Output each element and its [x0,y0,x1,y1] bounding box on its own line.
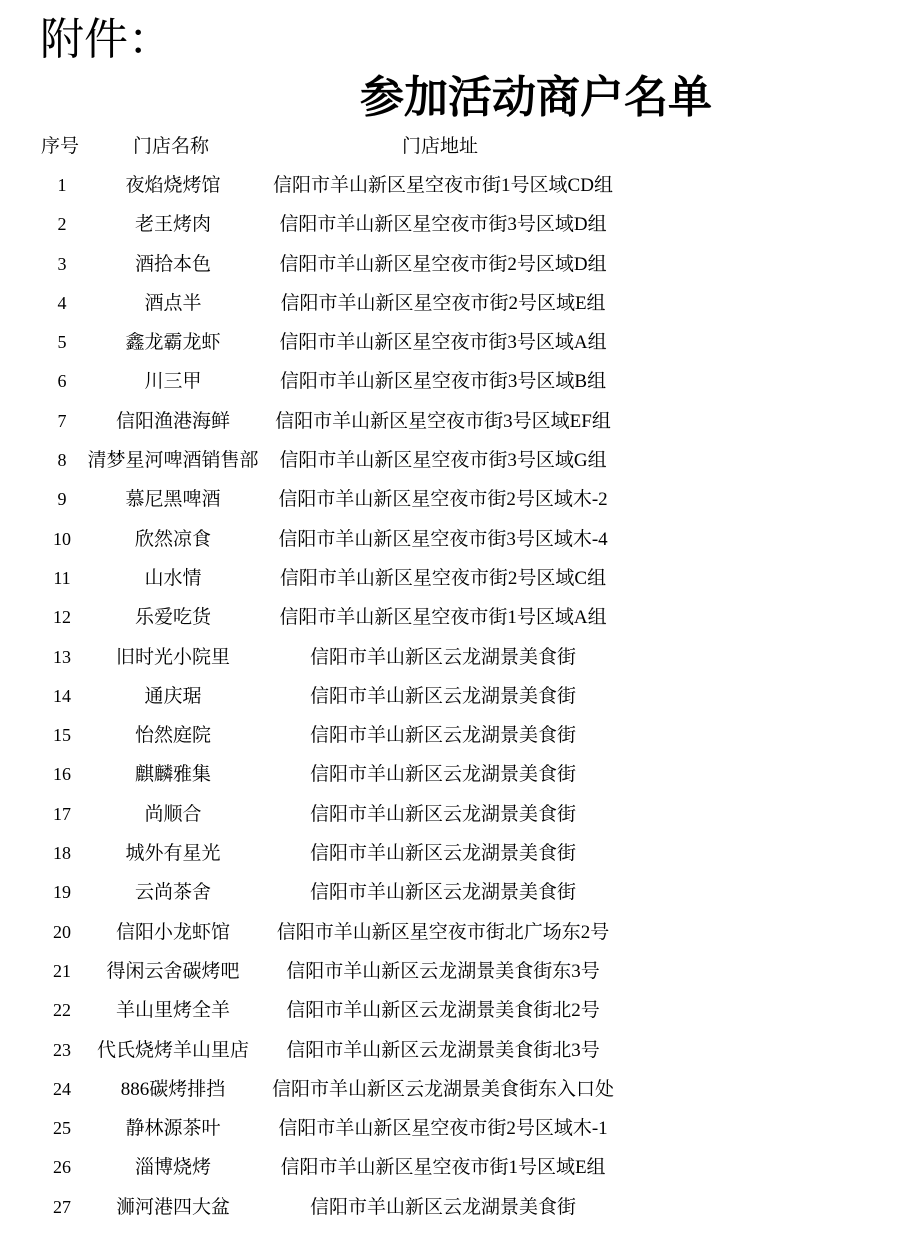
row-store-address: 信阳市羊山新区星空夜市街3号区域木-4 [278,528,608,550]
row-store-name: 得闲云舍碳烤吧 [106,960,240,982]
table-row [0,166,915,205]
row-store-address: 信阳市羊山新区星空夜市街3号区域A组 [279,332,607,354]
row-store-name: 羊山里烤全羊 [115,1000,230,1022]
table-row [0,1188,915,1227]
row-store-address: 信阳市羊山新区星空夜市街1号区域E组 [280,1157,606,1179]
row-store-address: 信阳市羊山新区星空夜市街北广场东2号 [276,921,610,943]
row-store-name: 山水情 [144,567,202,589]
row-store-name: 云尚茶舍 [134,882,211,904]
row-serial-number: 19 [53,882,71,903]
row-store-name: 乐爱吃货 [134,607,211,629]
table-row [0,441,915,480]
row-serial-number: 14 [53,685,71,706]
row-serial-number: 7 [57,410,67,431]
row-store-address: 信阳市羊山新区云龙湖景美食街 [309,685,576,707]
attachment-label: 附件： [40,14,172,65]
row-store-address: 信阳市羊山新区云龙湖景美食街 [309,725,576,747]
row-store-name: 通庆琚 [144,685,202,707]
row-store-name: 旧时光小院里 [115,646,230,668]
table-row [0,284,915,323]
row-store-name: 886碳烤排挡 [120,1078,226,1100]
row-serial-number: 21 [53,960,71,981]
table-row [0,1031,915,1070]
table-row [0,402,915,441]
row-store-name: 酒拾本色 [134,253,211,275]
row-serial-number: 23 [53,1039,71,1060]
table-row [0,598,915,637]
merchant-table [0,166,915,1227]
header-serial-number: 序号 [41,135,80,157]
table-row [0,1109,915,1148]
row-store-address: 信阳市羊山新区星空夜市街2号区域E组 [280,292,606,314]
row-store-name: 欣然凉食 [134,528,211,550]
table-row [0,795,915,834]
row-store-name: 静林源茶叶 [125,1118,221,1140]
table-row [0,362,915,401]
row-store-name: 淄博烧烤 [134,1157,211,1179]
table-row [0,834,915,873]
row-serial-number: 5 [57,332,67,353]
table-row [0,913,915,952]
table-row [0,1070,915,1109]
row-serial-number: 22 [53,1000,71,1021]
row-serial-number: 6 [57,371,67,392]
table-row [0,559,915,598]
row-serial-number: 11 [53,567,71,588]
page-title: 参加活动商户名单 [360,72,712,123]
row-store-name: 夜焰烧烤馆 [125,175,221,196]
row-store-address: 信阳市羊山新区星空夜市街1号区域CD组 [273,175,613,196]
row-store-address: 信阳市羊山新区星空夜市街1号区域A组 [279,607,607,629]
row-serial-number: 3 [57,253,67,274]
table-row [0,323,915,362]
row-serial-number: 13 [53,646,71,667]
row-store-address: 信阳市羊山新区云龙湖景美食街 [309,764,576,786]
row-store-address: 信阳市羊山新区星空夜市街3号区域G组 [279,450,607,472]
table-row [0,716,915,755]
row-serial-number: 1 [57,175,67,195]
header-store-name: 门店名称 [133,135,210,157]
row-store-address: 信阳市羊山新区云龙湖景美食街东入口处 [271,1078,614,1100]
table-row [0,677,915,716]
row-serial-number: 2 [57,214,67,235]
row-serial-number: 8 [57,450,67,471]
row-serial-number: 17 [53,803,71,824]
row-serial-number: 18 [53,843,71,864]
row-store-address: 信阳市羊山新区云龙湖景美食街东3号 [286,960,600,982]
row-store-name: 川三甲 [144,371,202,393]
row-store-address: 信阳市羊山新区云龙湖景美食街 [309,646,576,668]
row-store-address: 信阳市羊山新区星空夜市街3号区域B组 [279,371,607,393]
table-row [0,952,915,991]
row-store-address: 信阳市羊山新区星空夜市街2号区域木-2 [278,489,608,511]
row-serial-number: 16 [53,764,71,785]
row-store-name: 代氏烧烤羊山里店 [96,1039,249,1061]
row-store-name: 怡然庭院 [134,725,211,747]
row-serial-number: 25 [53,1118,71,1139]
table-row [0,520,915,559]
table-row [0,638,915,677]
row-serial-number: 15 [53,725,71,746]
row-store-address: 信阳市羊山新区云龙湖景美食街 [309,803,576,825]
row-store-name: 鑫龙霸龙虾 [125,332,221,354]
row-store-address: 信阳市羊山新区云龙湖景美食街 [309,843,576,865]
row-store-address: 信阳市羊山新区云龙湖景美食街 [309,1196,576,1218]
table-row [0,991,915,1030]
table-header [0,130,915,162]
row-store-name: 尚顺合 [144,803,202,825]
row-serial-number: 4 [57,292,67,313]
header-store-address: 门店地址 [402,135,479,157]
row-store-name: 城外有星光 [125,843,221,865]
row-store-name: 信阳小龙虾馆 [115,921,230,943]
row-store-address: 信阳市羊山新区星空夜市街2号区域D组 [279,253,607,275]
row-serial-number: 20 [53,921,71,942]
table-row [0,480,915,519]
row-serial-number: 9 [57,489,67,510]
row-store-address: 信阳市羊山新区星空夜市街3号区域D组 [279,214,607,236]
row-serial-number: 24 [53,1078,71,1099]
row-store-address: 信阳市羊山新区云龙湖景美食街北3号 [286,1039,600,1061]
table-row [0,1148,915,1187]
row-store-name: 酒点半 [144,292,202,314]
row-serial-number: 10 [53,528,71,549]
row-store-address: 信阳市羊山新区云龙湖景美食街北2号 [286,1000,600,1022]
row-store-address: 信阳市羊山新区星空夜市街2号区域C组 [279,567,607,589]
table-row [0,205,915,244]
table-row [0,873,915,912]
row-store-name: 清梦星河啤酒销售部 [87,450,259,472]
row-serial-number: 12 [53,607,71,628]
row-store-name: 慕尼黑啤酒 [125,489,221,511]
row-store-name: 老王烤肉 [134,214,211,236]
row-store-address: 信阳市羊山新区星空夜市街3号区域EF组 [275,410,611,432]
row-serial-number: 26 [53,1157,71,1178]
table-row [0,755,915,794]
row-store-name: 麒麟雅集 [134,764,211,786]
row-store-address: 信阳市羊山新区云龙湖景美食街 [309,882,576,904]
row-store-name: 信阳渔港海鲜 [115,410,230,432]
table-row [0,245,915,284]
row-store-name: 浉河港四大盆 [115,1196,230,1218]
row-store-address: 信阳市羊山新区星空夜市街2号区域木-1 [278,1118,608,1140]
row-serial-number: 27 [53,1196,71,1217]
